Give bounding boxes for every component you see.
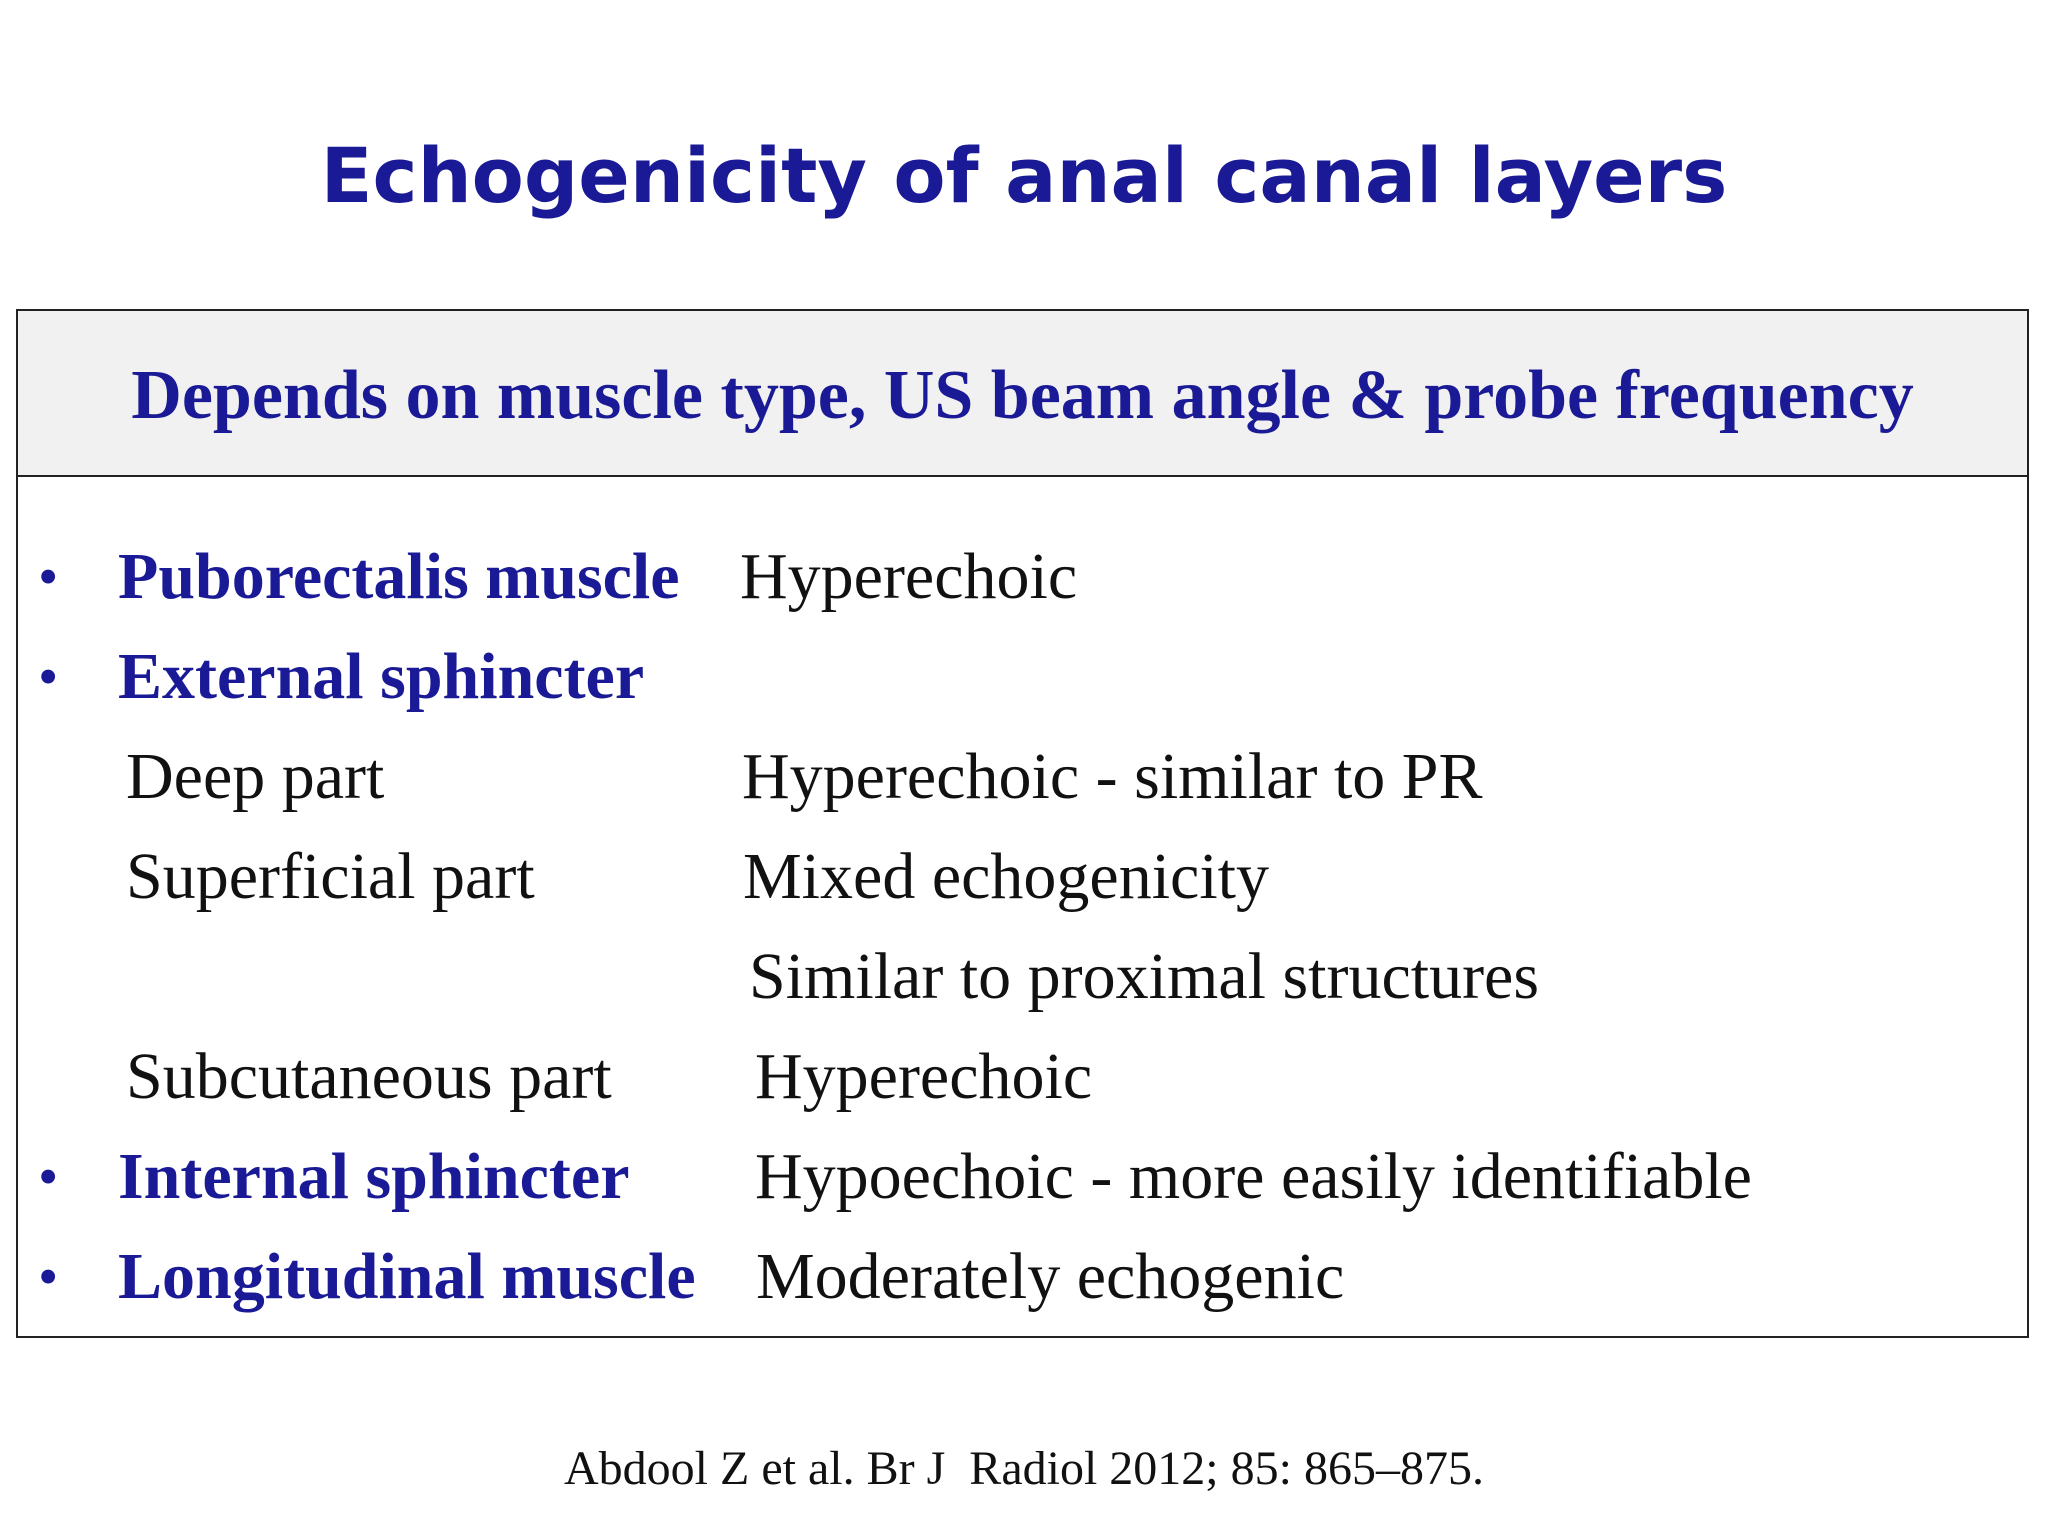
- bullet-icon: •: [38, 1144, 59, 1209]
- layer-name: Internal sphincter: [118, 1140, 630, 1213]
- bullet-icon: •: [38, 644, 59, 709]
- layer-echogenicity: Hyperechoic: [740, 540, 1078, 613]
- list-item-internal-sphincter: [18, 1140, 2027, 1234]
- sublayer-name: Deep part: [126, 740, 385, 813]
- citation: Abdool Z et al. Br J Radiol 2012; 85: 865–875.: [564, 1442, 1484, 1495]
- list-item-superficial-part-note: [18, 940, 2027, 1034]
- list-item-external-sphincter: [18, 640, 2027, 734]
- list-item-puborectalis: [18, 540, 2027, 634]
- bullet-icon: •: [38, 1244, 59, 1309]
- list-item-subcutaneous-part: [18, 1040, 2027, 1134]
- list-item-longitudinal-muscle: [18, 1240, 2027, 1334]
- table-header: [18, 311, 2027, 477]
- layer-echogenicity: Hyperechoic: [755, 1040, 1093, 1113]
- list-item-deep-part: [18, 740, 2027, 834]
- list-item-superficial-part: [18, 840, 2027, 934]
- layer-echogenicity: Hypoechoic - more easily identifiable: [755, 1140, 1752, 1213]
- layer-name: External sphincter: [118, 640, 645, 713]
- sublayer-name: Superficial part: [126, 840, 535, 913]
- layer-name: Puborectalis muscle: [118, 540, 680, 613]
- slide-title: Echogenicity of anal canal layers: [320, 131, 1728, 220]
- echogenicity-table: [16, 309, 2029, 1338]
- layer-echogenicity: Mixed echogenicity: [743, 840, 1270, 913]
- table-header-text: Depends on muscle type, US beam angle & probe frequency: [131, 357, 1914, 434]
- bullet-icon: •: [38, 544, 59, 609]
- sublayer-name: Subcutaneous part: [126, 1040, 612, 1113]
- layer-name: Longitudinal muscle: [118, 1240, 696, 1313]
- layer-echogenicity: Hyperechoic - similar to PR: [742, 740, 1483, 813]
- layer-echogenicity: Similar to proximal structures: [749, 940, 1540, 1013]
- layer-echogenicity: Moderately echogenic: [756, 1240, 1345, 1313]
